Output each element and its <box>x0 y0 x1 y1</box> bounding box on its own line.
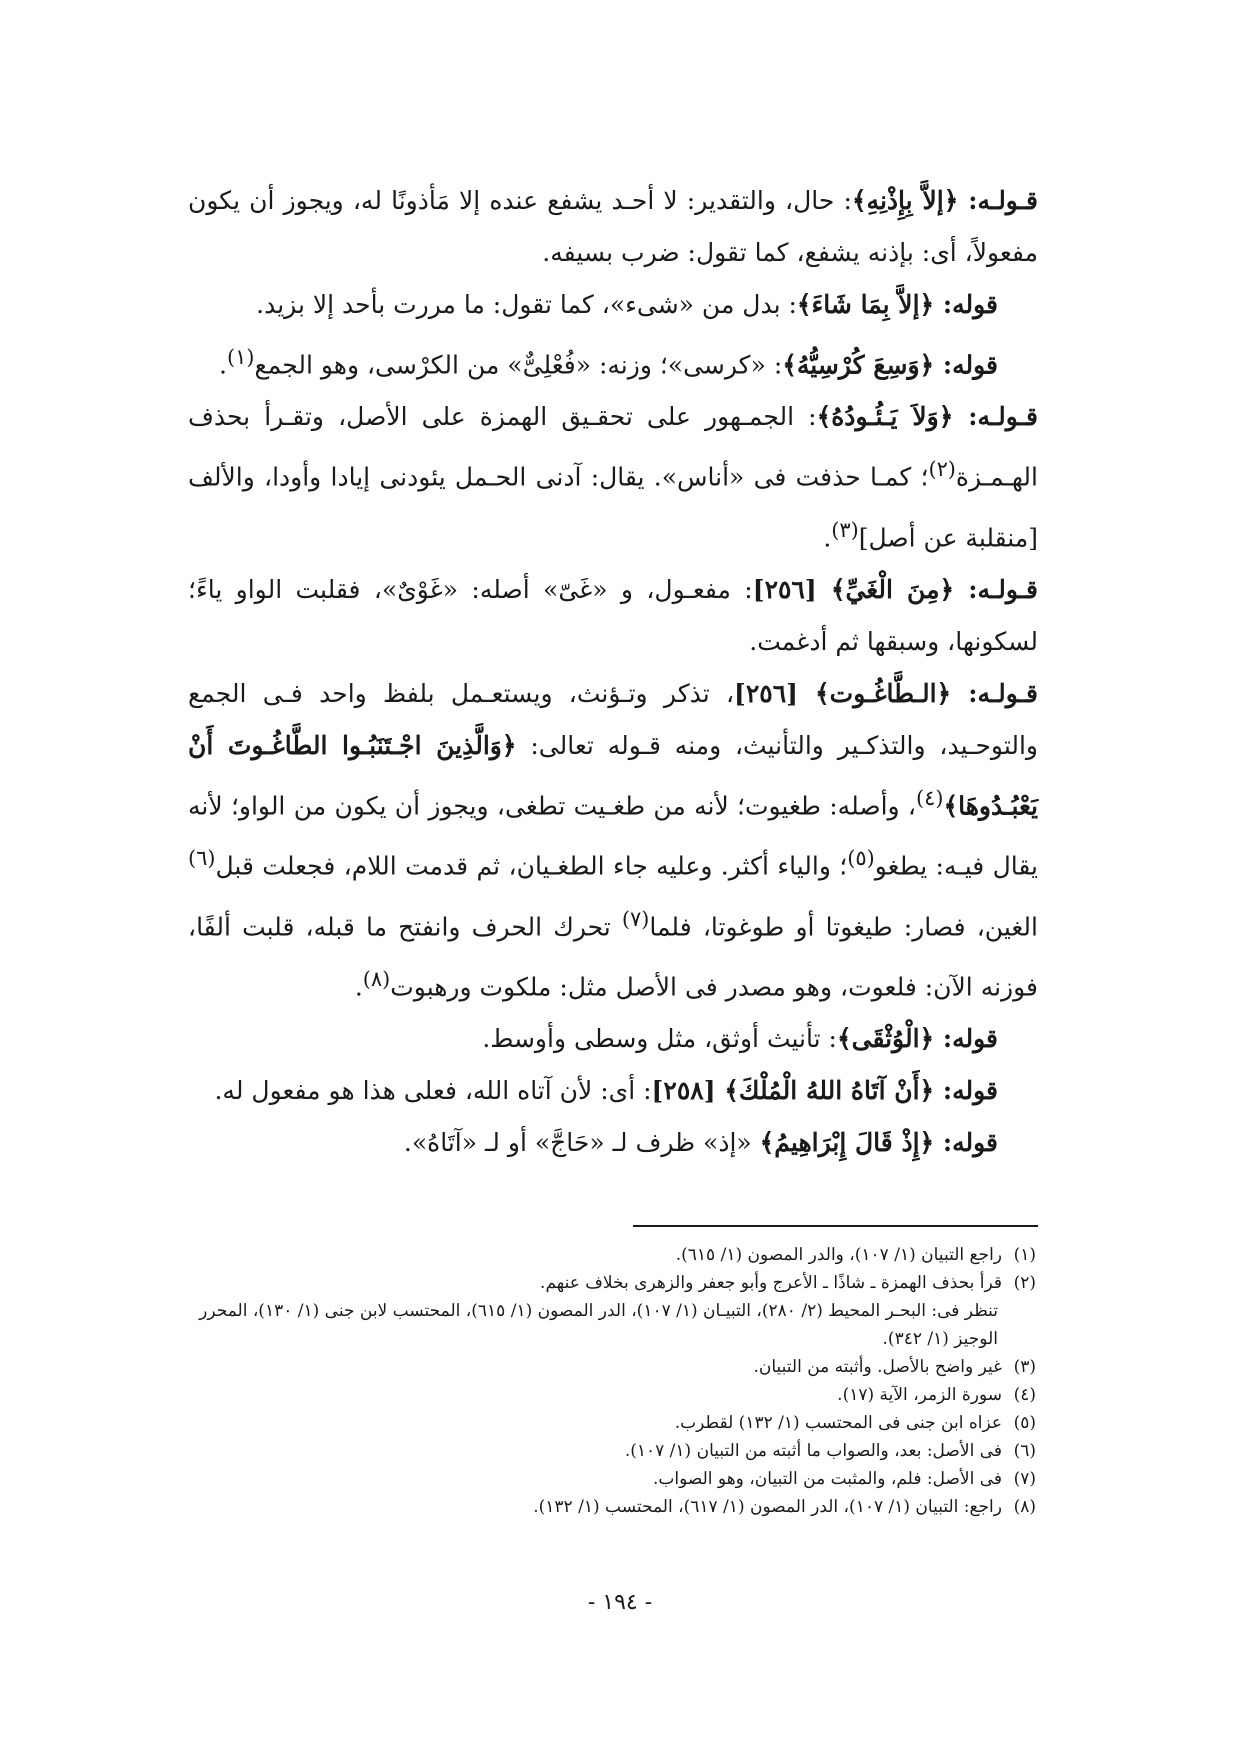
footnote-text: راجع التبيان (١/ ١٠٧)، والدر المصون (١/ ٦١٥). <box>675 1245 1002 1265</box>
footnote-marker[interactable]: (٦) <box>188 846 216 871</box>
verse-number: [٢٥٦] <box>752 574 831 604</box>
footnote-item <box>188 1437 1038 1465</box>
paragraph-illa-bima-shaa <box>188 279 1038 331</box>
qawluhu-label: قوله: <box>934 350 998 380</box>
footnote-text: راجع: التبيان (١/ ١٠٧)، الدر المصون (١/ ٦١٧)، المحتسب (١/ ١٣٢). <box>533 1497 1002 1517</box>
footnote-number: (٨) <box>1013 1497 1036 1517</box>
footnote-marker[interactable]: (٤) <box>916 785 944 810</box>
paragraph-text: ؛ والياء أكثر. وعليه جاء الطغـيان، ثم قدمت اللام، فجعلت قبل <box>215 851 848 881</box>
quran-quote: ﴿الـطَّاغُـوت﴾ <box>815 678 952 708</box>
footnote-item <box>188 1269 1038 1297</box>
paragraph-end: . <box>823 522 832 552</box>
footnote-item <box>188 1297 1038 1353</box>
paragraph-text: تحرك الحرف وانفتح ما قبله، قلبت ألفًا، فوزنه الآن: فلعوت، وهو مصدر فى الأصل مثل: ملكوت ورهبوت <box>188 911 1038 1002</box>
quran-quote: ﴿وَلاَ يَـئُـودُهُ﴾ <box>816 402 954 432</box>
footnote-number: (١) <box>1013 1245 1036 1265</box>
paragraph-an-atahu-allah <box>188 1065 1038 1117</box>
footnote-number: (٦) <box>1013 1441 1036 1461</box>
footnote-item <box>188 1409 1038 1437</box>
footnote-number: (٧) <box>1013 1469 1036 1489</box>
footnote-number: (٢) <box>1013 1273 1036 1293</box>
paragraph-text: : مفعـول، و «غَىّ» أصله: «غَوْىٌ»، فقلبت الواو ياءً؛ لسكونها، وسبقها ثم أدغمت. <box>188 574 1038 656</box>
footnote-marker[interactable]: (٢) <box>928 457 956 482</box>
qawluhu-label: قـولـه: <box>954 574 1039 604</box>
quran-quote: ﴿وَسِعَ كُرْسِيُّهُ﴾ <box>782 350 935 380</box>
footnote-marker[interactable]: (٣) <box>831 517 859 542</box>
paragraph-text: «إذ» ظرف لـ «حَاجَّ» أو لـ «آتَاهُ». <box>403 1128 760 1158</box>
qawluhu-label: قـولـه: <box>958 186 1039 215</box>
quran-quote: ﴿إِذْ قَالَ إِبْرَاهِيمُ﴾ <box>759 1128 935 1158</box>
paragraph-idh-qala-ibrahim <box>188 1117 1038 1169</box>
footnote-item <box>188 1493 1038 1521</box>
paragraph-wasia-kursiyyuhu <box>188 331 1038 391</box>
paragraph-text: : بدل من «شىء»، كما تقول: ما مررت بأحد إلا بزيد. <box>256 290 797 319</box>
footnote-text: عزاه ابن جنى فى المحتسب (١/ ١٣٢) لقطرب. <box>674 1413 1002 1433</box>
footnote-marker[interactable]: (١) <box>226 345 255 369</box>
footnote-text: سورة الزمر، الآية (١٧). <box>837 1385 1002 1405</box>
footnote-number: (٤) <box>1013 1385 1036 1405</box>
footnote-item <box>188 1241 1038 1269</box>
footnote-divider <box>633 1225 1038 1227</box>
qawluhu-label: قـولـه: <box>951 678 1038 708</box>
footnote-list <box>188 1241 1038 1521</box>
main-text-block <box>188 175 1038 1169</box>
paragraph-text: ؛ كمـا حذفت فى «أناس». يقال: آدنى الحـمل يئودنى إيادا وأودا، والألف [منقلبة عن أصل] <box>188 462 1038 552</box>
qawluhu-label: قـولـه: <box>953 402 1038 432</box>
paragraph-text: الغين، فصار: طيغوتا أو طوغوتا، فلما <box>649 911 1038 941</box>
paragraph-alwuthqa <box>188 1013 1038 1065</box>
footnote-text: غير واضح بالأصل. وأثبته من التبيان. <box>753 1357 1002 1377</box>
footnote-text: تنظر فى: البحـر المحيط (٢/ ٢٨٠)، التبيـان (١/ ١٠٧)، الدر المصون (١/ ٦١٥)، المحتسب لابن جنى (١/ ١٣٠)، المحرر الوجيز (١/ ٣٤٢). <box>199 1301 998 1349</box>
footnote-text: فى الأصل: فلم، والمثبت من التبيان، وهو الصواب. <box>652 1469 1002 1489</box>
paragraph-text: : الجمـهور على تحقـيق الهمزة على الأصل، وتقـرأ بحذف الهـمـزة <box>188 402 1038 492</box>
page-number: - ١٩٤ - <box>587 1590 653 1615</box>
paragraph-text: : تأنيث أوثق، مثل وسطى وأوسط. <box>482 1024 837 1054</box>
quran-quote: ﴿أَنْ آتَاهُ اللهُ الْمُلْكَ﴾ <box>724 1076 935 1106</box>
paragraph-mina-alghayy <box>188 564 1038 668</box>
paragraph-text: : أى: لأن آتاه الله، فعلى هذا هو مفعول له. <box>214 1076 652 1106</box>
quran-quote: ﴿إلاَّ بِإِذْنِهِ﴾ <box>851 186 959 215</box>
paragraph-end: . <box>354 972 363 1002</box>
paragraph-text: ، تذكر وتـؤنث، ويستعـمل بلفظ واحد فـى الجمع والتوحـيد، والتذكـير والتأنيث، ومنه قـوله تعالى: <box>188 678 1038 760</box>
paragraph-wala-yauduhu <box>188 391 1038 564</box>
qawluhu-label: قوله: <box>934 290 998 319</box>
qawluhu-label: قوله: <box>934 1076 998 1106</box>
footnote-number: (٣) <box>1013 1357 1036 1377</box>
paragraph-text: : حال، والتقدير: لا أحـد يشفع عنده إلا مَأذونًا له، ويجوز أن يكون مفعولاً، أى: بإذنه يشفع، كما تقول: ضرب بسيفه. <box>188 186 1038 267</box>
quran-quote: ﴿الْوُثْقَى﴾ <box>836 1024 935 1054</box>
footnote-text: فى الأصل: بعد، والصواب ما أثبته من التبيان (١/ ١٠٧). <box>624 1441 1002 1461</box>
footnote-marker[interactable]: (٨) <box>362 966 391 991</box>
quran-quote: ﴿إلاَّ بِمَا شَاءَ﴾ <box>796 290 935 319</box>
footnote-text: قرأ بحذف الهمزة ـ شاذًا ـ الأعرج وأبو جعفر والزهرى بخلاف عنهم. <box>540 1273 1002 1293</box>
footnotes-section <box>188 1225 1038 1521</box>
quran-quote: ﴿مِنَ الْغَيِّ﴾ <box>830 574 955 604</box>
paragraph-altaghut <box>188 668 1038 1013</box>
paragraph-end: . <box>219 350 227 380</box>
qawluhu-label: قوله: <box>934 1128 998 1158</box>
paragraph-text: ، وأصله: طغيوت؛ لأنه من طغـيت تطغى، ويجوز أن يكون من الواو؛ لأنه يقال فيـه: يطغو <box>188 791 1038 881</box>
footnote-marker[interactable]: (٥) <box>847 846 875 871</box>
verse-number: [٢٥٨] <box>651 1076 725 1106</box>
paragraph-text: : «كرسى»؛ وزنه: «فُعْلِىٌّ» من الكرْسى، وهو الجمع <box>254 350 783 380</box>
footnote-item <box>188 1465 1038 1493</box>
paragraph-illa-biidhnihi <box>188 175 1038 279</box>
qawluhu-label: قوله: <box>934 1024 998 1054</box>
footnote-item <box>188 1381 1038 1409</box>
footnote-marker[interactable]: (٧) <box>621 906 650 931</box>
footnote-item <box>188 1353 1038 1381</box>
verse-number: [٢٥٦] <box>734 678 816 708</box>
quran-citation: ﴿وَالَّذِينَ اجْـتَنَبُـوا الطَّاغُـوتَ أَنْ يَعْبُـدُوهَا﴾ <box>188 730 1038 821</box>
footnote-number: (٥) <box>1013 1413 1036 1433</box>
